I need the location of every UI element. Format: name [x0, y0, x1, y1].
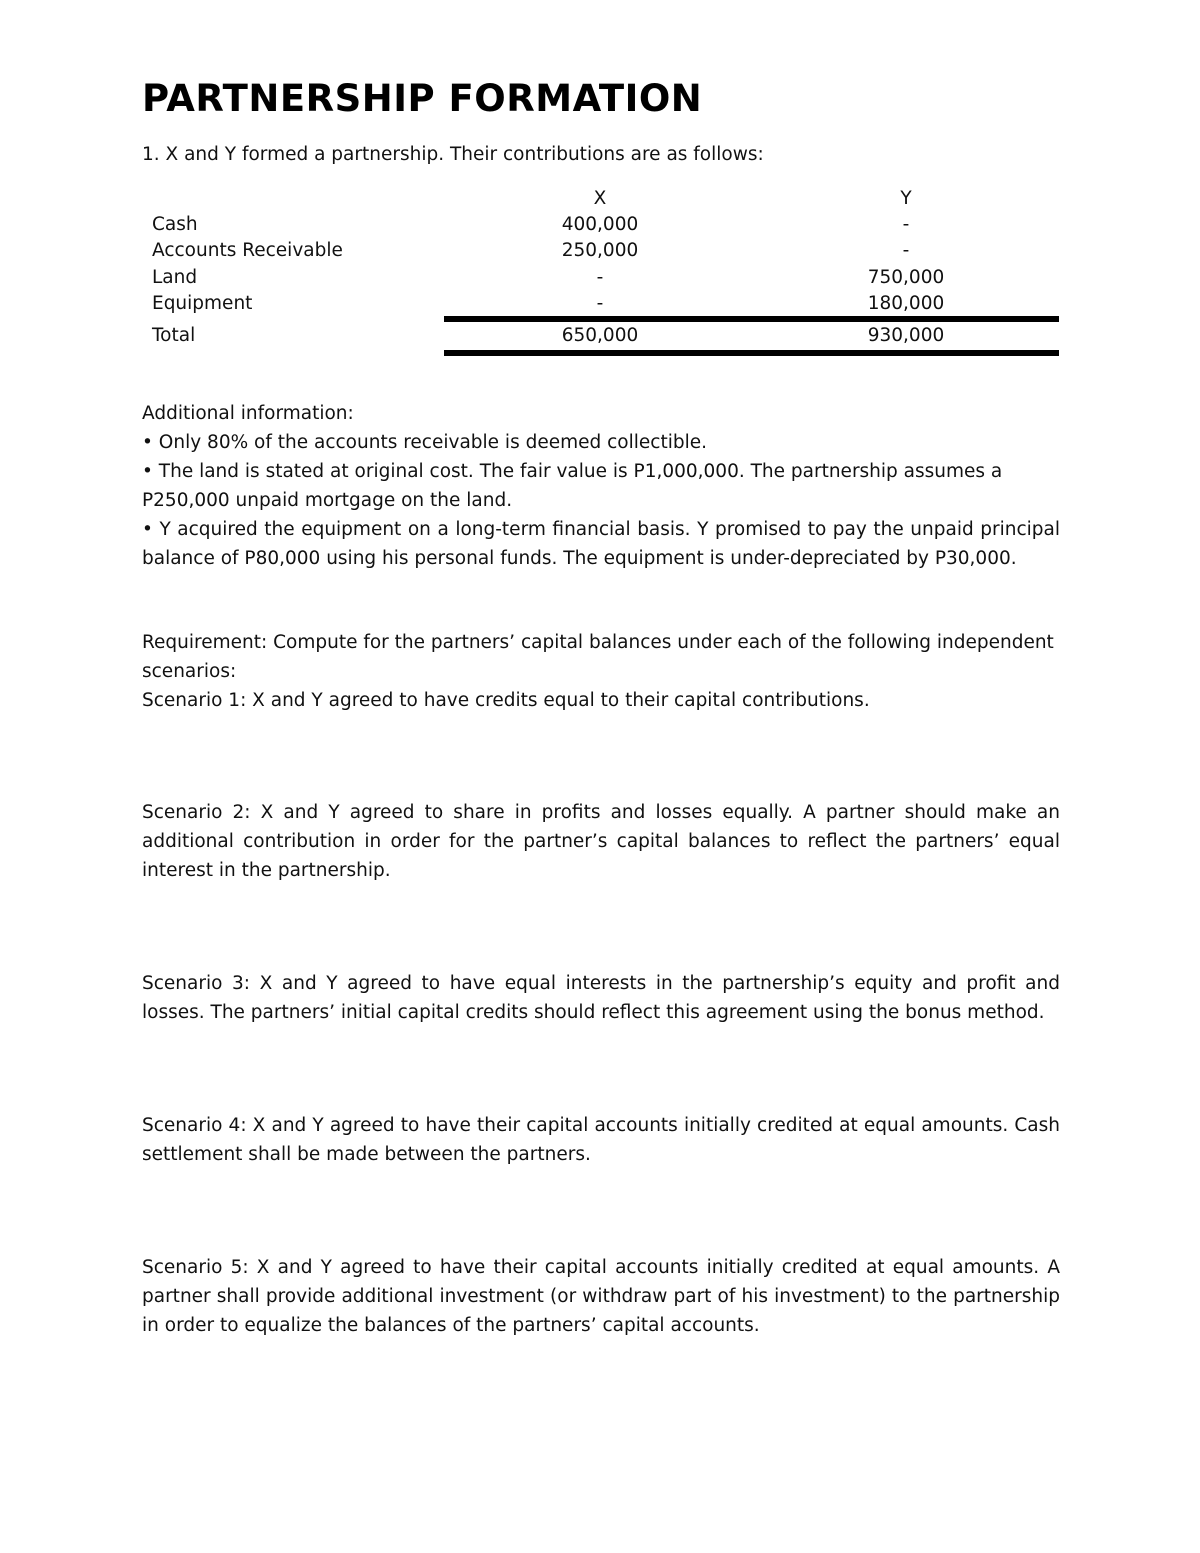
cell-x: 400,000	[561, 214, 639, 235]
total-x: 650,000	[561, 325, 639, 346]
scenario-3: Scenario 3: X and Y agreed to have equal interests in the partnership’s equity and profit and losses. The partners’ initial capital credits should reflect this agreement using the bonus method.	[142, 973, 1060, 1023]
total-label: Total	[152, 325, 196, 346]
bullet-item: • Only 80% of the accounts receivable is deemed collectible.	[142, 432, 707, 453]
problem-intro: 1. X and Y formed a partnership. Their contributions are as follows:	[142, 144, 764, 165]
row-label: Accounts Receivable	[152, 240, 343, 261]
requirement-text: Requirement: Compute for the partners’ capital balances under each of the following independent scenarios:	[142, 632, 1054, 682]
cell-x: -	[596, 293, 604, 314]
row-label: Land	[152, 267, 198, 288]
cell-y: -	[902, 240, 910, 261]
cell-x: -	[596, 267, 604, 288]
cell-y: 180,000	[867, 293, 945, 314]
cell-y: -	[902, 214, 910, 235]
scenario-4: Scenario 4: X and Y agreed to have their capital accounts initially credited at equal amounts. Cash settlement shall be made between the partners.	[142, 1115, 1060, 1165]
scenario-2: Scenario 2: X and Y agreed to share in profits and losses equally. A partner should make an additional contribution in order for the partner’s capital balances to reflect the partners’ equal interest in the partnership.	[142, 802, 1060, 881]
page-title: PARTNERSHIP FORMATION	[142, 77, 703, 120]
row-label: Equipment	[152, 293, 253, 314]
cell-y: 750,000	[867, 267, 945, 288]
total-y: 930,000	[867, 325, 945, 346]
total-top-rule	[444, 316, 1059, 322]
cell-x: 250,000	[561, 240, 639, 261]
scenario-5: Scenario 5: X and Y agreed to have their capital accounts initially credited at equal amounts. A partner shall provide additional investment (or withdraw part of his investment) to the partnership in order to equalize the balances of the partners’ capital accounts.	[142, 1257, 1060, 1336]
total-bottom-rule	[444, 350, 1059, 356]
row-label: Cash	[152, 214, 198, 235]
bullet-item: • Y acquired the equipment on a long-term financial basis. Y promised to pay the unpaid principal balance of P80,000 using his personal funds. The equipment is under-depreciated by P30,000.	[142, 519, 1060, 569]
additional-info-heading: Additional information:	[142, 403, 354, 424]
column-header-x: X	[593, 188, 607, 209]
bullet-item: • The land is stated at original cost. The fair value is P1,000,000. The partnership assumes a P250,000 unpaid mortgage on the land.	[142, 461, 1003, 511]
scenario-1: Scenario 1: X and Y agreed to have credits equal to their capital contributions.	[142, 690, 870, 711]
column-header-y: Y	[900, 188, 912, 209]
